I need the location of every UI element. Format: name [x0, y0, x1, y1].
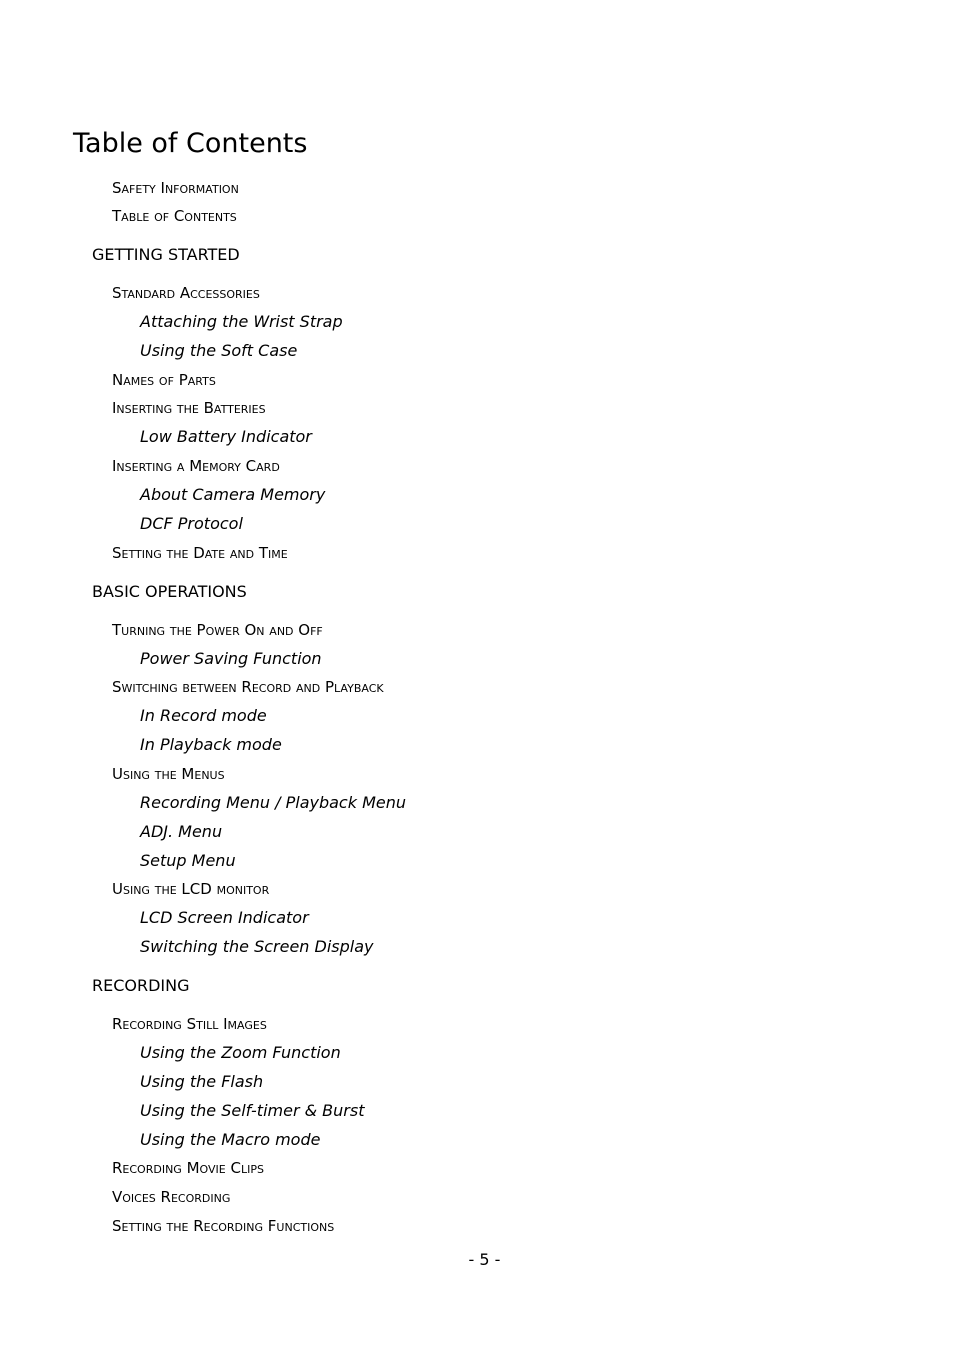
toc-subentry: About Camera Memory	[140, 485, 326, 504]
toc-entry: Standard Accessories	[112, 284, 260, 302]
toc-entry: Setting the Recording Functions	[112, 1217, 335, 1235]
toc-subentry: DCF Protocol	[140, 514, 243, 533]
toc-entry: Table of Contents	[112, 207, 237, 225]
toc-subentry: In Playback mode	[140, 735, 282, 754]
toc-subentry: Using the Soft Case	[140, 341, 298, 360]
toc-entry: Using the Menus	[112, 765, 225, 783]
toc-subentry: LCD Screen Indicator	[140, 908, 309, 927]
toc-subentry: In Record mode	[140, 706, 267, 725]
toc-subentry: Power Saving Function	[140, 649, 322, 668]
toc-subentry: Using the Flash	[140, 1072, 264, 1091]
toc-subentry: Attaching the Wrist Strap	[140, 312, 343, 331]
toc-entry: Inserting the Batteries	[112, 399, 266, 417]
toc-entry: Setting the Date and Time	[112, 544, 288, 562]
toc-entry: Using the LCD monitor	[112, 880, 270, 898]
toc-entry: Turning the Power On and Off	[112, 621, 323, 639]
toc-entry: Recording Movie Clips	[112, 1159, 264, 1177]
toc-subentry: Low Battery Indicator	[140, 427, 312, 446]
toc-section-heading: GETTING STARTED	[92, 245, 240, 264]
toc-entry: Switching between Record and Playback	[112, 678, 384, 696]
toc-subentry: Switching the Screen Display	[140, 937, 374, 956]
toc-subentry: Using the Macro mode	[140, 1130, 321, 1149]
toc-subentry: Using the Zoom Function	[140, 1043, 341, 1062]
toc-entry: Voices Recording	[112, 1188, 231, 1206]
toc-subentry: Setup Menu	[140, 851, 236, 870]
toc-subentry: ADJ. Menu	[140, 822, 223, 841]
toc-section-heading: RECORDING	[92, 976, 190, 995]
toc-section-heading: BASIC OPERATIONS	[92, 582, 247, 601]
page-number: - 5 -	[468, 1250, 501, 1269]
toc-entry: Inserting a Memory Card	[112, 457, 280, 475]
toc-entry: Safety Information	[112, 179, 239, 197]
toc-subentry: Using the Self-timer & Burst	[140, 1101, 365, 1120]
toc-subentry: Recording Menu / Playback Menu	[140, 793, 407, 812]
page-title: Table of Contents	[73, 128, 308, 159]
toc-entry: Recording Still Images	[112, 1015, 267, 1033]
toc-entry: Names of Parts	[112, 371, 216, 389]
